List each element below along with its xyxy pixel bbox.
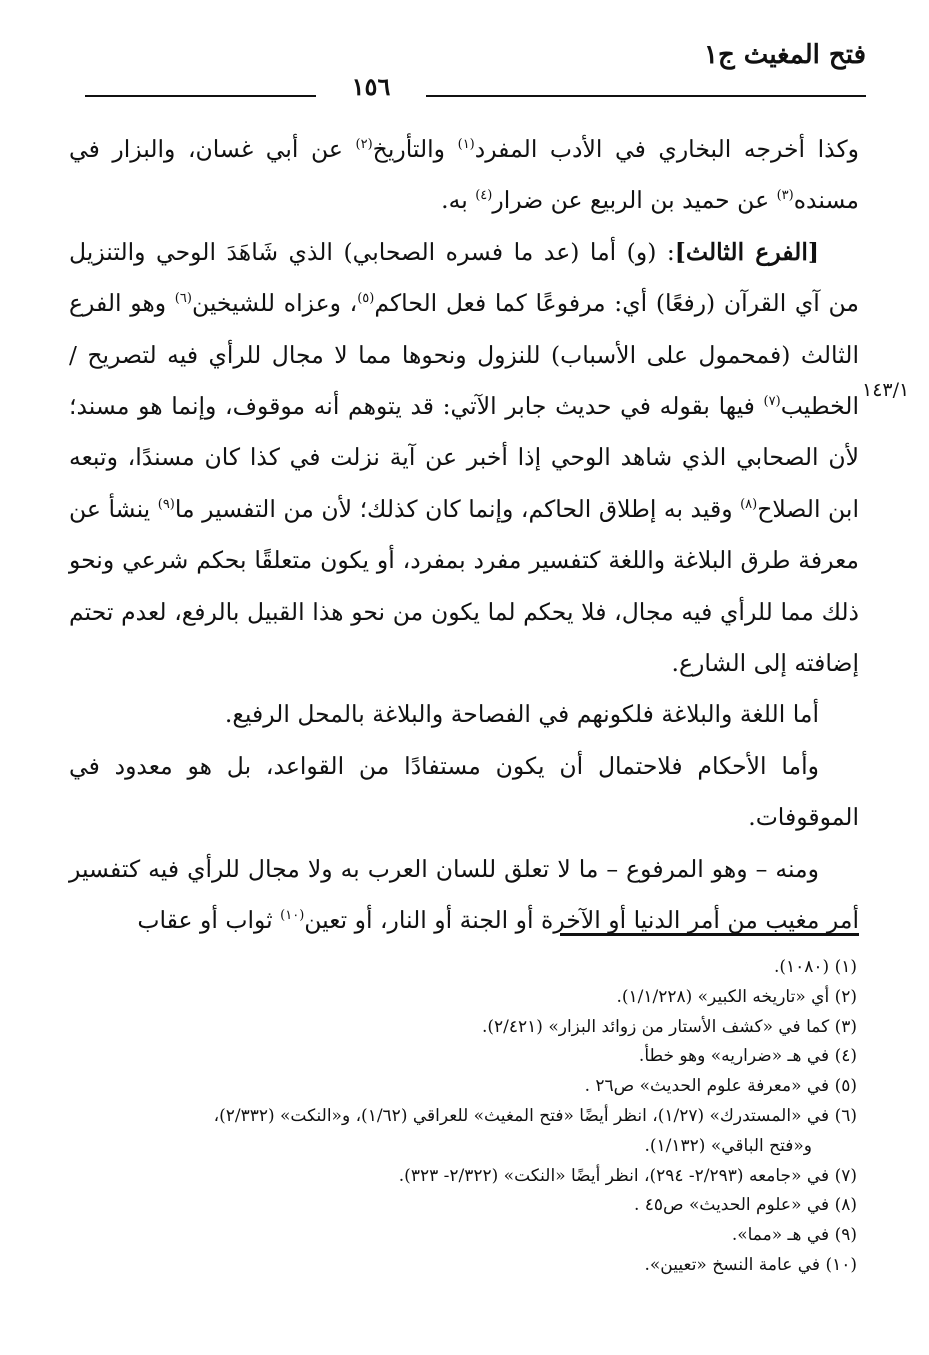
paragraph bbox=[69, 844, 859, 947]
margin-folio-note: ١٤٣/١ bbox=[862, 379, 910, 401]
footnote: (٩) في هـ «مما». bbox=[731, 1225, 857, 1246]
footnote-ref: (٧) bbox=[763, 394, 781, 410]
text-run: عن حميد بن الربيع عن ضرار bbox=[492, 186, 777, 215]
section-heading: [الفرع الثالث] bbox=[674, 237, 819, 266]
footnote: (٤) في هـ «ضراريه» وهو خطأ. bbox=[638, 1046, 857, 1067]
text-run: : (و) أما (عد ما فسره الصحابي) الذي شَاهَدَ الوحي والتنزيل من آي القرآن (رفعًا) أي: مرفوعًا كما فعل الحاكم bbox=[69, 237, 859, 318]
footnote-ref: (٦) bbox=[174, 291, 192, 307]
footnote: (١٠) في عامة النسخ «تعيين». bbox=[644, 1254, 857, 1275]
footnote-ref: (٣) bbox=[776, 188, 794, 204]
paragraph bbox=[69, 124, 859, 227]
footnote: (٣) كما في «كشف الأستار من زوائد البزار» (٢/٤٢١). bbox=[481, 1016, 857, 1037]
header-rule bbox=[85, 95, 866, 97]
running-title: فتح المغيث ج١ bbox=[703, 40, 866, 70]
main-text bbox=[69, 124, 859, 947]
paragraph bbox=[69, 741, 859, 844]
text-run: عن أبي غسان، والبزار في مسنده bbox=[69, 135, 859, 215]
paragraph bbox=[69, 227, 859, 690]
footnote: (٥) في «معرفة علوم الحديث» ص٢٦ . bbox=[584, 1076, 857, 1097]
footnote-ref: (٨) bbox=[740, 496, 758, 512]
footnote-ref: (٥) bbox=[357, 291, 375, 307]
text-run: وكذا أخرجه البخاري في الأدب المفرد bbox=[474, 135, 859, 163]
text-run: ينشأ عن معرفة طرق البلاغة واللغة كتفسير مفرد بمفرد، أو يكون متعلقًا بحكم شرعي ونحو ذلك مما للرأي فيه مجال، فلا يحكم لما يكون من نحو هذا القبيل بالرفع، لعدم تحتم إضافته إلى الشارع. bbox=[69, 494, 859, 678]
footnote-separator bbox=[560, 933, 859, 936]
text-run: ، وعزاه للشيخين bbox=[191, 289, 358, 318]
text-run: ثواب أو عقاب bbox=[137, 906, 281, 935]
footnote: (١) (١٠٨٠). bbox=[773, 957, 857, 977]
text-run: وهو الفرع الثالث (فمحمول على الأسباب) للنزول ونحوها مما لا مجال للرأي فيه لتصريح / الخطيب bbox=[69, 289, 859, 421]
text-run: به. bbox=[441, 186, 476, 215]
text-run: والتأريخ bbox=[372, 135, 458, 163]
text-run: أما اللغة والبلاغة فلكونهم في الفصاحة والبلاغة بالمحل الرفيع. bbox=[224, 700, 819, 729]
footnote-ref: (٢) bbox=[355, 137, 373, 152]
footnotes bbox=[77, 953, 857, 1281]
text-run: ومنه – وهو المرفوع – ما لا تعلق للسان العرب به ولا مجال للرأي فيه كتفسير أمر مغيب من أمر الدنيا أو الآخرة أو الجنة أو النار، أو تعين bbox=[69, 854, 859, 935]
paragraph bbox=[69, 689, 859, 740]
footnote-ref: (١) bbox=[457, 137, 475, 152]
footnote: (٨) في «علوم الحديث» ص٤٥ . bbox=[633, 1195, 857, 1216]
footnote-continuation: و«فتح الباقي» (١/١٣٢). bbox=[644, 1135, 812, 1156]
text-run: وأما الأحكام فلاحتمال أن يكون مستفادًا من القواعد، بل هو معدود في الموقوفات. bbox=[69, 751, 859, 832]
text-run: فيها بقوله في حديث جابر الآتي: قد يتوهم أنه موقوف، وإنما هو مسند؛ لأن الصحابي الذي شاهد الوحي إذا أخبر عن آية نزلت في كذا كان مسندًا، وتبعه ابن الصلاح bbox=[69, 392, 859, 523]
text-run: وقيد به إطلاق الحاكم، وإنما كان كذلك؛ لأن من التفسير ما bbox=[174, 494, 741, 523]
footnote: (٢) أي «تاريخه الكبير» (١/١/٢٢٨). bbox=[616, 986, 857, 1007]
footnote: (٧) في «جامعه (٢/٢٩٣- ٢٩٤)، انظر أيضًا «النكت» (٢/٣٢٢- ٣٢٣). bbox=[398, 1165, 857, 1186]
footnote: (٦) في «المستدرك» (١/٢٧)، انظر أيضًا «فتح المغيث» للعراقي (١/٦٢)، و«النكت» (٢/٣٣٢)، bbox=[213, 1105, 857, 1126]
footnote-ref: (٩) bbox=[157, 496, 175, 512]
footnote-ref: (٤) bbox=[475, 188, 493, 204]
footnote-ref: (١٠) bbox=[280, 908, 305, 924]
page-number: ١٥٦ bbox=[316, 72, 426, 101]
